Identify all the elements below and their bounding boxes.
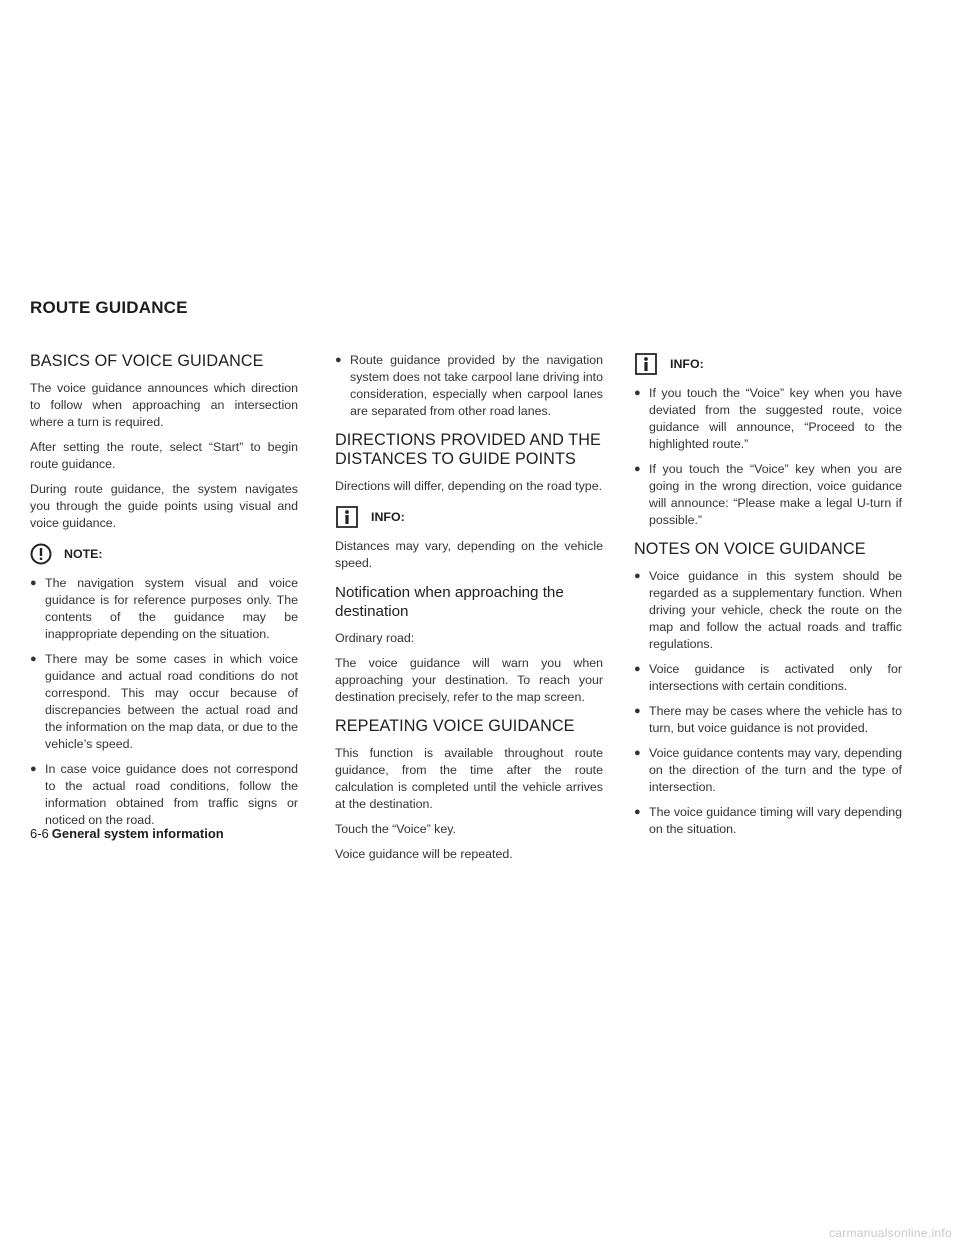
column-1 <box>30 352 298 837</box>
list-item: ● Voice guidance is activated only for intersections with certain conditions. <box>634 662 902 693</box>
warning-exclamation-icon <box>30 543 52 565</box>
list-item: ● The voice guidance timing will vary depending on the situation. <box>634 805 902 836</box>
paragraph: During route guidance, the system navigates you through the guide points using visual and voice guidance. <box>30 482 298 530</box>
bullet-icon: ● <box>634 570 641 582</box>
paragraph: Distances may vary, depending on the vehicle speed. <box>335 539 603 570</box>
column-3 <box>634 352 902 846</box>
bullet-icon: ● <box>634 705 641 717</box>
info-callout <box>335 505 603 529</box>
paragraph: Ordinary road: <box>335 631 415 645</box>
bullet-icon: ● <box>30 653 37 665</box>
note-callout <box>30 542 298 566</box>
info-label: INFO: <box>371 510 405 524</box>
list-item: ● There may be cases where the vehicle has to turn, but voice guidance is not provided. <box>634 704 902 735</box>
bullet-icon: ● <box>335 354 342 366</box>
bullet-icon: ● <box>30 763 37 775</box>
heading-directions: DIRECTIONS PROVIDED AND THE DISTANCES TO GUIDE POINTS <box>335 431 601 468</box>
note-label: NOTE: <box>64 547 103 561</box>
bullet-icon: ● <box>634 663 641 675</box>
list-item: ● There may be some cases in which voice guidance and actual road conditions do not correspond. This may occur because of discrepancies between the actual road and the information on the map data, or due to the vehicle’s speed. <box>30 652 298 751</box>
paragraph: The voice guidance announces which direction to follow when approaching an intersection where a turn is required. <box>30 381 298 429</box>
paragraph: Directions will differ, depending on the road type. <box>335 479 603 493</box>
paragraph: The voice guidance will warn you when approaching your destination. To reach your destination precisely, refer to the map screen. <box>335 656 603 704</box>
paragraph: This function is available throughout route guidance, from the time after the route calculation is completed until the vehicle arrives at the destination. <box>335 746 603 811</box>
list-item: ● Route guidance provided by the navigation system does not take carpool lane driving into consideration, especially when carpool lanes are separated from other road lanes. <box>335 353 603 418</box>
bullet-icon: ● <box>634 806 641 818</box>
info-callout <box>634 352 902 376</box>
heading-notes-on-voice-guidance: NOTES ON VOICE GUIDANCE <box>634 540 866 558</box>
heading-notification: Notification when approaching the destination <box>335 584 564 620</box>
info-label: INFO: <box>670 357 704 371</box>
info-icon <box>335 505 359 529</box>
info-icon <box>634 352 658 376</box>
list-item: ● If you touch the “Voice” key when you are going in the wrong direction, voice guidance will announce: “Please make a legal U-turn if possible.” <box>634 462 902 527</box>
bullet-icon: ● <box>634 387 641 399</box>
bullet-icon: ● <box>634 747 641 759</box>
paragraph: After setting the route, select “Start” to begin route guidance. <box>30 440 298 471</box>
list-item: ● If you touch the “Voice” key when you have deviated from the suggested route, voice guidance will announce, “Proceed to the highlighted route.” <box>634 386 902 451</box>
section-header: ROUTE GUIDANCE <box>30 298 188 317</box>
heading-repeating-voice-guidance: REPEATING VOICE GUIDANCE <box>335 717 575 735</box>
list-item: ● In case voice guidance does not correspond to the actual road conditions, follow the information obtained from traffic signs or noticed on the road. <box>30 762 298 827</box>
bullet-icon: ● <box>30 577 37 589</box>
list-item: ● The navigation system visual and voice guidance is for reference purposes only. The contents of the guidance may be inappropriate depending on the situation. <box>30 576 298 641</box>
paragraph: Voice guidance will be repeated. <box>335 847 513 861</box>
footer-title: General system information <box>51 826 224 841</box>
bullet-icon: ● <box>634 463 641 475</box>
page-number: 6-6 <box>30 826 49 841</box>
list-item: ● Voice guidance in this system should be regarded as a supplementary function. When driving your vehicle, check the route on the map and follow the actual roads and traffic regulations. <box>634 569 902 651</box>
heading-basics-of-voice-guidance: BASICS OF VOICE GUIDANCE <box>30 352 264 370</box>
column-2 <box>335 352 603 871</box>
watermark: carmanualsonline.info <box>828 1226 952 1240</box>
paragraph: Touch the “Voice” key. <box>335 822 456 836</box>
page-footer <box>30 826 224 841</box>
list-item: ● Voice guidance contents may vary, depending on the direction of the turn and the type of intersection. <box>634 746 902 794</box>
